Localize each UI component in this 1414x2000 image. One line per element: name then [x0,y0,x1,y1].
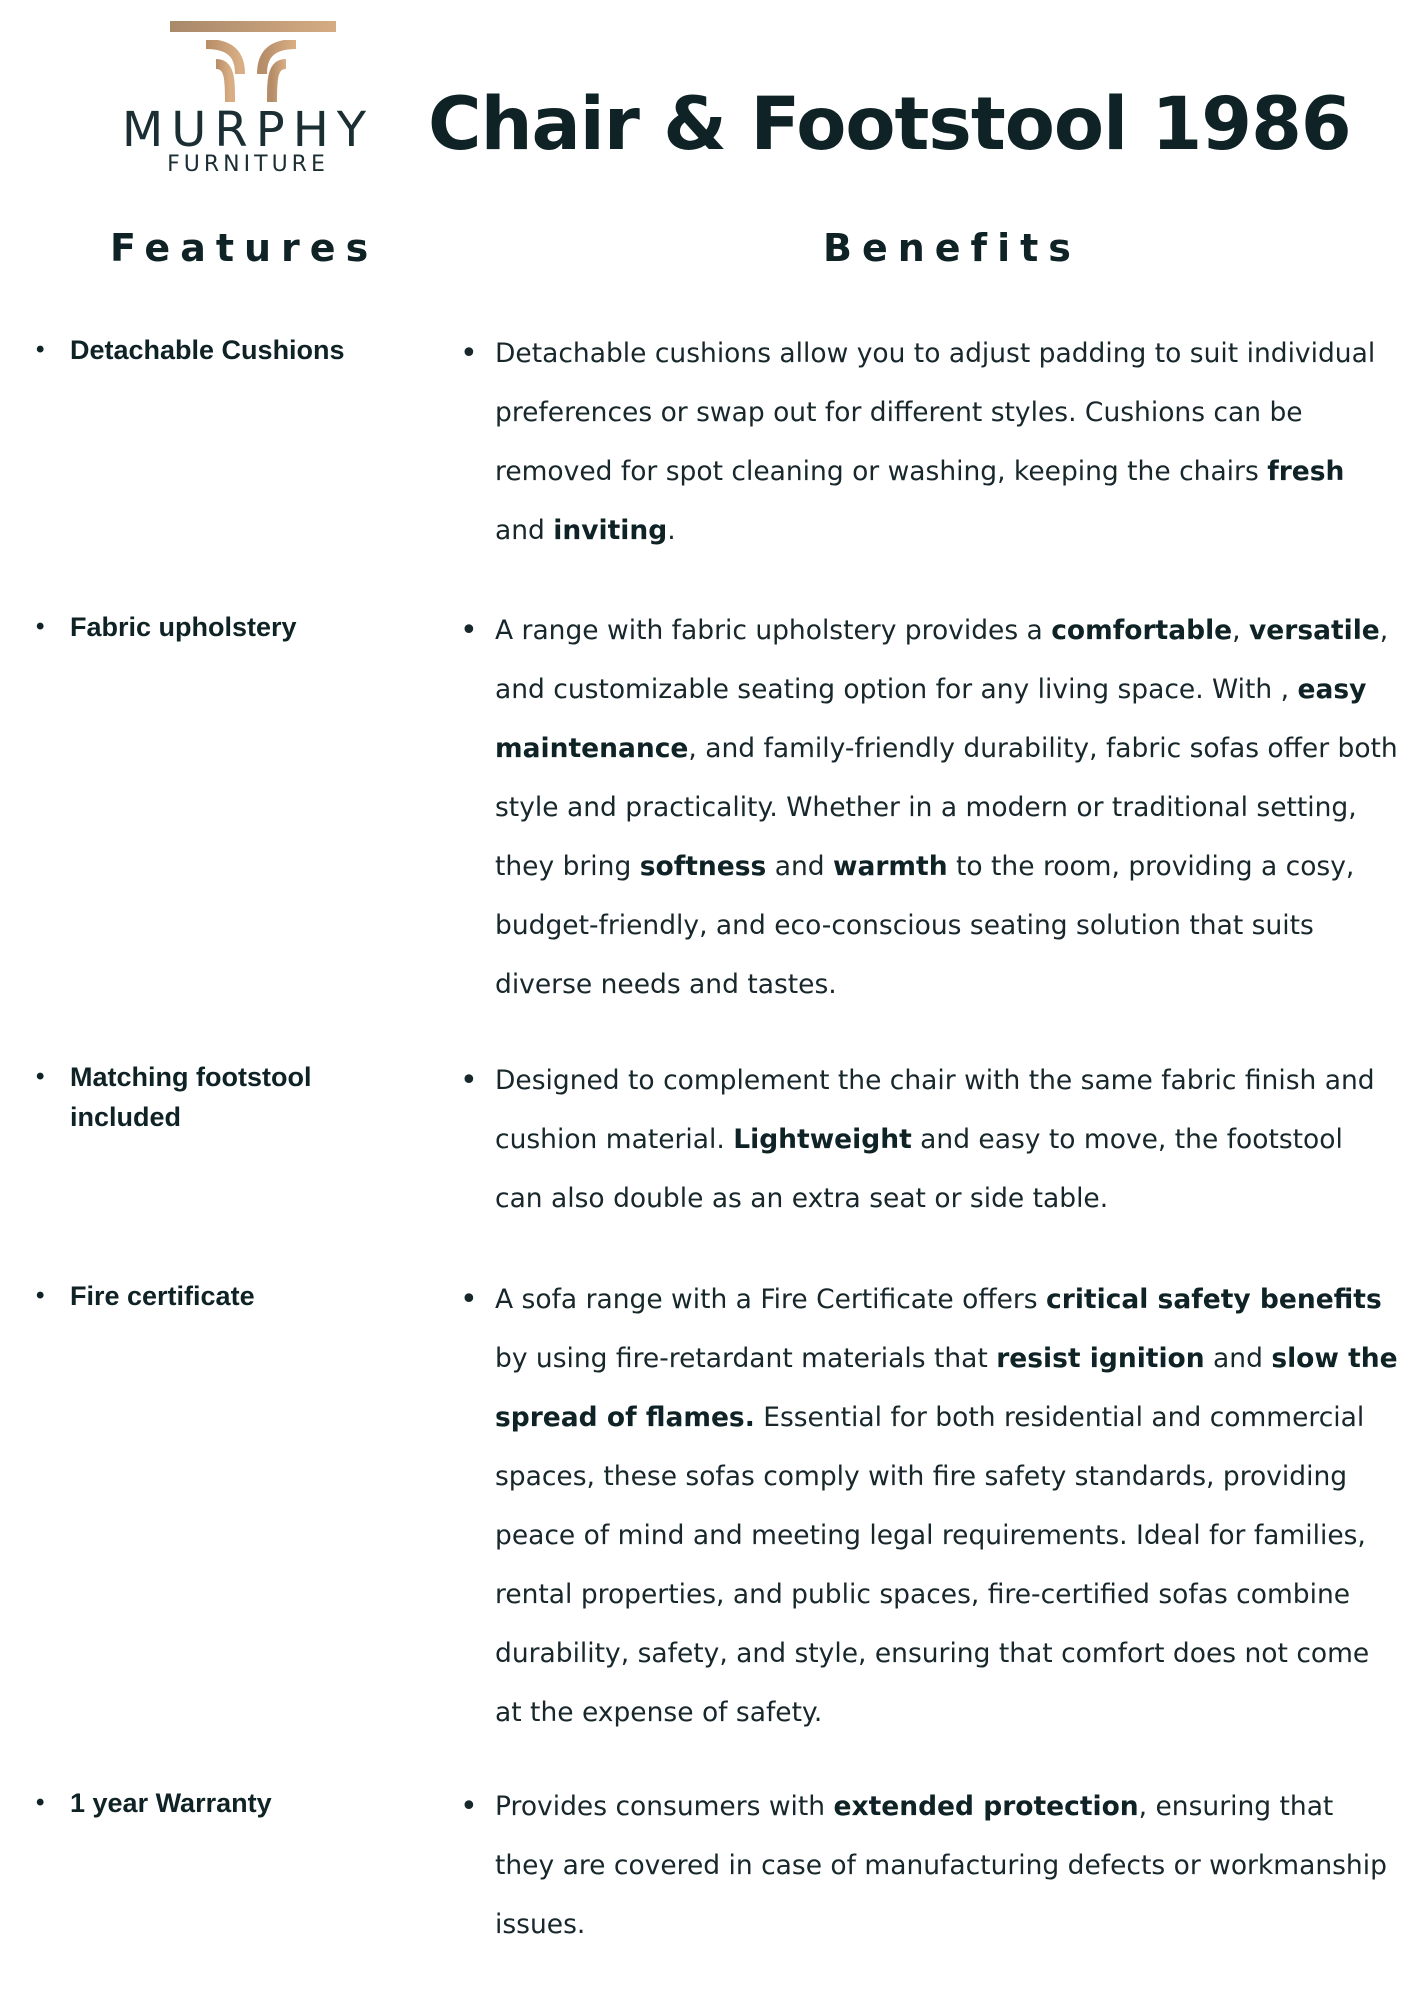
benefit-item [456,324,1398,560]
benefit-text: • Provides consumers with extended protection, ensuring that they are covered in case of manufacturing defects or workmanship issues. [495,1791,1387,1940]
emphasis-text: resist ignition [996,1343,1205,1374]
benefit-item [456,1051,1398,1228]
emphasis-text: fresh [1267,456,1345,487]
benefit-item [456,1777,1398,1954]
feature-label: • Matching footstool included [70,1062,312,1132]
benefit-item [456,601,1398,1014]
feature-item [36,330,416,370]
benefit-text: • A sofa range with a Fire Certificate offers critical safety benefits by using fire-retardant materials that resist ignition and slow the spread of flames. Essential for both residential and commercial spaces, these sofas comply with fire safety standards, providing peace of mind and meeting legal requirements. Ideal for families, rental properties, and public spaces, fire-certified sofas combine durability, safety, and style, ensuring that comfort does not come at the expense of safety. [495,1284,1398,1728]
emphasis-text: extended protection [833,1791,1139,1822]
benefit-text: • A range with fabric upholstery provides a comfortable, versatile, and customizable seating option for any living space. With , easy maintenance, and family-friendly durability, fabric sofas offer both style and practicality. Whether in a modern or traditional setting, they bring softness and warmth to the room, providing a cosy, budget-friendly, and eco-conscious seating solution that suits diverse needs and tastes. [495,615,1398,1000]
feature-label: • Fire certificate [70,1281,255,1311]
feature-item [36,1276,416,1316]
brand-subtitle: FURNITURE [167,152,329,177]
features-heading: Features [110,226,379,270]
benefit-item [456,1270,1398,1742]
benefit-text: • Designed to complement the chair with the same fabric finish and cushion material. Lightweight and easy to move, the footstool can also double as an extra seat or side table. [495,1065,1375,1214]
emphasis-text: Lightweight [733,1124,912,1155]
benefits-heading: Benefits [823,226,1081,270]
emphasis-text: versatile [1249,615,1380,646]
feature-item [36,1057,416,1137]
logo-bar [170,21,336,32]
emphasis-text: slow the spread of flames. [495,1343,1398,1433]
feature-label: • Fabric upholstery [70,612,297,642]
emphasis-text: softness [639,851,767,882]
emphasis-text: easy maintenance [495,674,1367,764]
emphasis-text: warmth [832,851,948,882]
feature-item [36,1783,416,1823]
emphasis-text: comfortable [1051,615,1233,646]
arch-logo-icon [200,40,302,104]
feature-label: • 1 year Warranty [70,1788,272,1818]
emphasis-text: critical safety benefits [1046,1284,1382,1315]
emphasis-text: inviting [553,515,668,546]
page-title: Chair & Footstool 1986 [428,82,1351,167]
feature-label: • Detachable Cushions [70,335,345,365]
brand-name: MURPHY [121,102,375,158]
benefit-text: • Detachable cushions allow you to adjust padding to suit individual preferences or swap out for different styles. Cushions can be removed for spot cleaning or washing, keeping the chairs fresh and inviting. [495,338,1376,546]
feature-item [36,607,416,647]
